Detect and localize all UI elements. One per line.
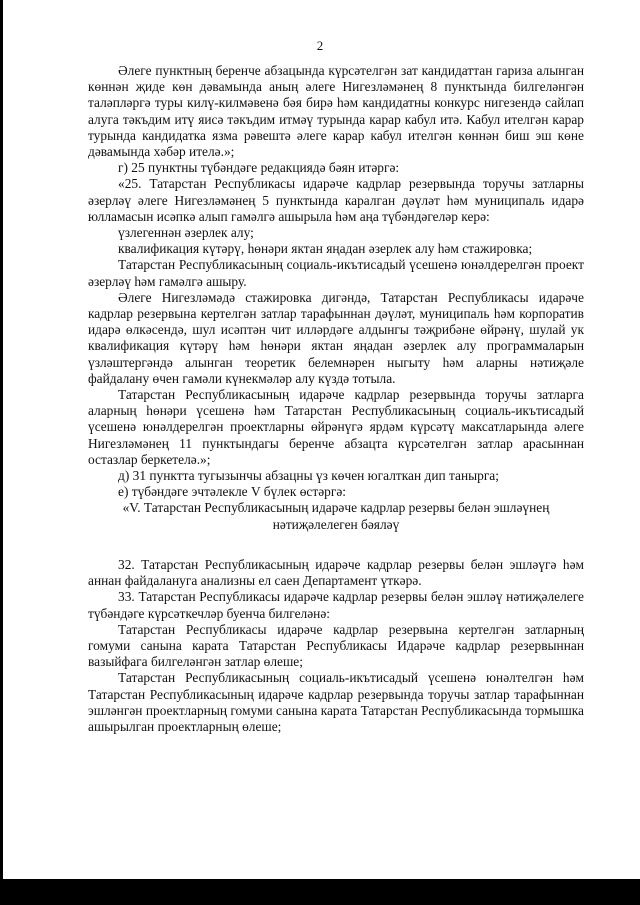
paragraph-6: Татарстан Республикасының социаль-икътисадый үсешенә юнәлдерелгән проект әзерләү һәм гамәлгә ашыру. bbox=[88, 257, 584, 289]
paragraph-7: Әлеге Нигезләмәдә стажировка дигәндә, Татарстан Республикасы идарәче кадрлар резервына кертелгән затлар тарафыннан дәүләт, муниципаль һәм корпоратив идарә өлкәсендә, шул исәптән чит илләрдәге алдынгы тәҗрибәне өйрәнү, шулай ук квалификация күтәрү һәм һөнәри яктан яңадан әзерлек алу программаларын үзләштергәндә алынган теоретик белемнәрен ныгыту һәм аларны нәтиҗәле файдалану өчен гамәли күнекмәләр алу күздә тотыла. bbox=[88, 289, 584, 386]
section-heading: «V. Татарстан Республикасының идарәче кадрлар резервы белән эшләүнең нәтиҗәлелеген бәяләү bbox=[122, 500, 550, 532]
document-body bbox=[88, 63, 584, 735]
paragraph-1: Әлеге пунктның беренче абзацында күрсәтелгән зат кандидаттан гариза алынган көннән җиде көн дәвамында аның әлеге Нигезләмәнең 8 пунктында билгеләнгән таләпләргә туры килү-килмәвенә бәя бирә һәм кандидатны конкурс нигезендә сайлап алуга тәкъдим итү яисә тәкъдим итмәү турында карар кабул итә. Кабул ителгән карар турында кандидатка язма рәвештә әлеге карар кабул ителгән көннән биш эш көне дәвамында хәбәр ителә.»; bbox=[88, 63, 584, 160]
page-number: 2 bbox=[316, 38, 324, 53]
paragraph-14: Татарстан Республикасының социаль-икътисадый үсешенә юнәлтелгән һәм Татарстан Республикасының идарәче кадрлар резервында торучы затлар тарафыннан эшләнгән проектларның гомуми санына карата Татарстан Республикасында тормышка ашырылган проектларның өлеше; bbox=[88, 670, 584, 734]
paragraph-2: г) 25 пунктны түбәндәге редакциядә бәян итәргә: bbox=[118, 160, 400, 176]
paragraph-4: үзлегеннән әзерлек алу; bbox=[118, 225, 254, 241]
paragraph-8: Татарстан Республикасының идарәче кадрлар резервында торучы затларга аларның һөнәри үсешенә һәм Татарстан Республикасының социаль-икътисадый үсешенә юнәлдерелгән проектларны өйрәнүгә ярдәм күрсәтү максатларында әлеге Нигезләмәнең 11 пунктындагы беренче абзацта күрсәтелгән затлар арасыннан остазлар беркетелә.»; bbox=[88, 387, 584, 467]
scan-edge-bottom bbox=[0, 879, 640, 905]
paragraph-3: «25. Татарстан Республикасы идарәче кадрлар резервында торучы затларны әзерләү әлеге Нигезләмәнең 5 пунктында каралган дәүләт һәм муниципаль идарә юлламасын исәпкә алып гамәлгә ашырыла һәм аңа түбәндәгеләр керә: bbox=[88, 176, 584, 224]
paragraph-5: квалификация күтәрү, һөнәри яктан яңадан әзерлек алу һәм стажировка; bbox=[118, 241, 533, 257]
paragraph-13: Татарстан Республикасы идарәче кадрлар резервына кертелгән затларның гомуми санына карата Татарстан Республикасы Идарәче кадрлар резервыннан вазыйфага билгеләнгән затлар өлеше; bbox=[88, 621, 584, 670]
paragraph-10: е) түбәндәге эчтәлекле V бүлек өстәргә: bbox=[118, 484, 347, 500]
paragraph-9: д) 31 пунктта тугызынчы абзацны үз көчен югалткан дип танырга; bbox=[118, 468, 499, 484]
paragraph-12: 33. Татарстан Республикасы идарәче кадрлар резервы белән эшләү нәтиҗәлелеге түбәндәге күрсәткечләр буенча билгеләнә: bbox=[88, 589, 584, 621]
spacer bbox=[88, 533, 584, 557]
scan-edge-left bbox=[0, 0, 3, 905]
paragraph-11: 32. Татарстан Республикасының идарәче кадрлар резервы белән эшләүгә һәм аннан файдалануга анализны ел саен Департамент үткәрә. bbox=[88, 556, 584, 589]
